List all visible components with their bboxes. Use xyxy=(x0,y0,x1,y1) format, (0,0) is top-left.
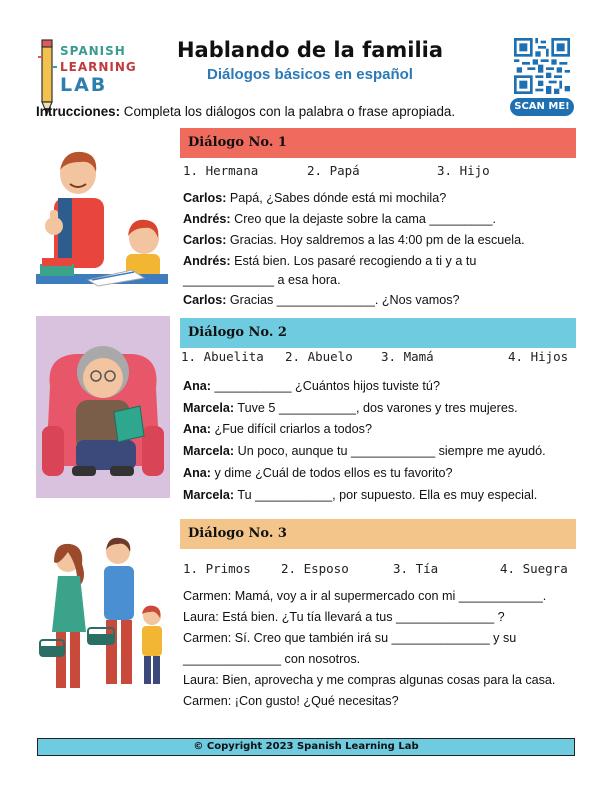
speaker: Ana: xyxy=(183,379,211,393)
dialog-2-option-1: 1. Abuelita xyxy=(181,349,264,364)
dialog-2-line-5 xyxy=(183,466,453,480)
dialog-1-option-1: 1. Hermana xyxy=(183,163,259,178)
line-text: Tuve 5 ___________, dos varones y tres mujeres. xyxy=(234,401,518,415)
line-text: Está bien. Los pasaré recogiendo a ti y a tu xyxy=(230,254,477,268)
instructions xyxy=(36,104,455,119)
dialog-3-line-4 xyxy=(183,652,360,666)
page-title: Hablando de la familia xyxy=(176,38,444,62)
dialog-3-line-5 xyxy=(183,673,555,687)
line-text: ______________ con nosotros. xyxy=(183,652,361,666)
dialog-2-line-1 xyxy=(183,379,440,393)
speaker: Ana: xyxy=(183,466,211,480)
dialog-1-line-2 xyxy=(183,212,496,226)
line-text: Papá, ¿Sabes dónde está mi mochila? xyxy=(226,191,447,205)
dialog-1-line-3 xyxy=(183,233,525,247)
dialog-3-line-3 xyxy=(183,631,516,645)
instructions-label: Intrucciones: xyxy=(36,104,121,119)
logo-line-lab: LAB xyxy=(60,74,108,96)
instructions-text: Completa los diálogos con la palabra o frase apropiada. xyxy=(120,104,456,119)
page-subtitle: Diálogos básicos en español xyxy=(207,66,413,83)
speaker: Marcela: xyxy=(183,488,235,502)
line-text: Carmen: ¡Con gusto! ¿Qué necesitas? xyxy=(183,694,399,708)
speaker: Andrés: xyxy=(183,212,231,226)
dialog-1-line-5 xyxy=(183,273,341,287)
line-text: Gracias. Hoy saldremos a las 4:00 pm de la escuela. xyxy=(226,233,525,247)
dialog-3-line-1 xyxy=(183,589,546,603)
dialog-2-line-3 xyxy=(183,422,372,436)
dialog-2-line-6 xyxy=(183,488,537,502)
dialog-1-option-3: 3. Hijo xyxy=(437,163,490,178)
dialog-3-option-3: 3. Tía xyxy=(393,561,439,576)
dialog-1-line-1 xyxy=(183,191,446,205)
line-text: _____________ a esa hora. xyxy=(183,273,341,287)
dialog-3-line-6 xyxy=(183,694,399,708)
speaker: Marcela: xyxy=(183,401,235,415)
dialog-2-line-4 xyxy=(183,444,546,458)
dialog-2-line-2 xyxy=(183,401,518,415)
logo-line-learning: LEARNING xyxy=(60,60,137,74)
speaker: Marcela: xyxy=(183,444,235,458)
dialog-3-option-4: 4. Suegra xyxy=(500,561,568,576)
family-shopping-illustration xyxy=(36,532,170,702)
dialog-1-option-2: 2. Papá xyxy=(307,163,360,178)
scan-me-badge: SCAN ME! xyxy=(510,98,574,116)
dialog-1-header: Diálogo No. 1 xyxy=(180,128,576,158)
dialog-2-header: Diálogo No. 2 xyxy=(180,318,576,348)
dialog-3-line-2 xyxy=(183,610,505,624)
father-son-illustration xyxy=(36,140,168,302)
speaker: Carlos: xyxy=(183,233,227,247)
dialog-1-line-4 xyxy=(183,254,476,268)
line-text: Un poco, aunque tu ____________ siempre me ayudó. xyxy=(234,444,546,458)
line-text: y dime ¿Cuál de todos ellos es tu favorito? xyxy=(211,466,453,480)
dialog-1-line-6 xyxy=(183,293,460,307)
line-text: Carmen: Mamá, voy a ir al supermercado con mi ____________. xyxy=(183,589,547,603)
line-text: Gracias ______________. ¿Nos vamos? xyxy=(226,293,460,307)
line-text: Laura: Bien, aprovecha y me compras algunas cosas para la casa. xyxy=(183,673,556,687)
line-text: Laura: Está bien. ¿Tu tía llevará a tus ______________ ? xyxy=(183,610,505,624)
dialog-2-option-4: 4. Hijos xyxy=(508,349,569,364)
line-text: Tu ___________, por supuesto. Ella es muy especial. xyxy=(234,488,538,502)
logo-text xyxy=(60,44,137,96)
dialog-2-option-2: 2. Abuelo xyxy=(285,349,353,364)
dialog-2-option-3: 3. Mamá xyxy=(381,349,434,364)
speaker: Carlos: xyxy=(183,191,227,205)
grandmother-illustration xyxy=(36,316,170,498)
qr-code[interactable] xyxy=(514,38,570,94)
line-text: ¿Fue difícil criarlos a todos? xyxy=(211,422,372,436)
line-text: Carmen: Sí. Creo que también irá su ______________ y su xyxy=(183,631,517,645)
copyright-footer: © Copyright 2023 Spanish Learning Lab xyxy=(37,738,575,756)
dialog-3-header: Diálogo No. 3 xyxy=(180,519,576,549)
dialog-3-option-1: 1. Primos xyxy=(183,561,251,576)
dialog-3-option-2: 2. Esposo xyxy=(281,561,349,576)
speaker: Carlos: xyxy=(183,293,227,307)
speaker: Ana: xyxy=(183,422,211,436)
qr-code-icon xyxy=(514,38,570,94)
line-text: ___________ ¿Cuántos hijos tuviste tú? xyxy=(211,379,440,393)
line-text: Creo que la dejaste sobre la cama _________. xyxy=(230,212,496,226)
speaker: Andrés: xyxy=(183,254,231,268)
logo-line-spanish: SPANISH xyxy=(60,44,126,58)
